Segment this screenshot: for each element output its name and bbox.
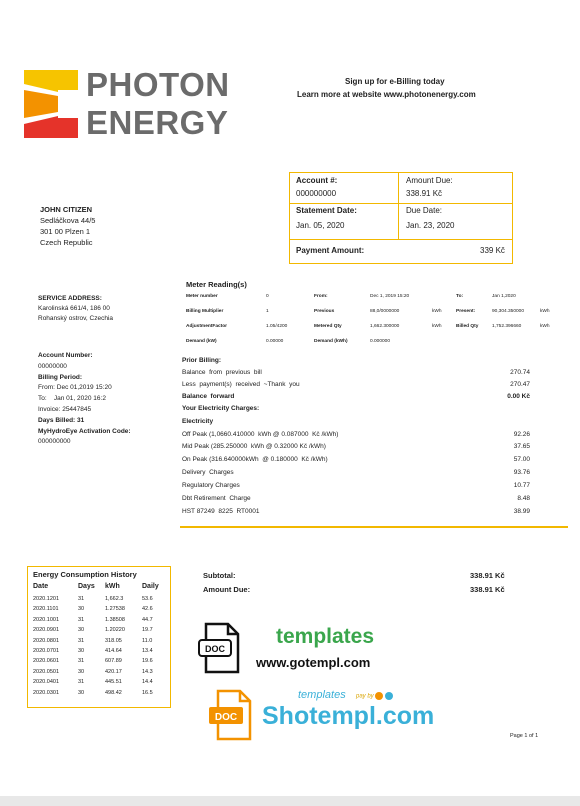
logo-wordmark-line1: PHOTON: [86, 66, 230, 103]
billing-line-label: Off Peak (1,0660.410000 kWh @ 0.087000 Kč /kWh): [182, 431, 339, 438]
subtotal-label: Subtotal:: [203, 571, 236, 580]
photon-energy-logo-icon: [24, 70, 78, 138]
customer-country: Czech Republic: [40, 238, 93, 247]
billing-period-to: To: Jan 01, 2020 16:2: [38, 395, 106, 403]
history-cell: 2020.0401: [33, 679, 59, 686]
meter-cell: Billing Multiplier: [186, 309, 224, 314]
history-cell: 11.0: [142, 637, 153, 644]
statement-date-value: Jan. 05, 2020: [296, 221, 345, 230]
billing-line-label: Dbt Retirement Charge: [182, 495, 251, 502]
account-summary-box: [289, 172, 513, 264]
total-amount-due-label: Amount Due:: [203, 585, 251, 594]
doc-file-icon-orange: [208, 689, 254, 741]
billing-line-label: Less payment(s) received ~Thank you: [182, 381, 300, 388]
meter-cell: kWh: [432, 324, 442, 329]
history-cell: 2020.0301: [33, 689, 59, 696]
customer-address: [40, 204, 95, 248]
history-cell: 31: [78, 658, 85, 665]
history-cell: 30: [78, 668, 85, 675]
meter-cell: kWh: [432, 309, 442, 314]
watermark-templates[interactable]: templates: [276, 625, 375, 648]
service-address-line1: Karolinská 661/4, 186 00: [38, 305, 110, 312]
total-amount-due-value: 338.91 Kč: [470, 585, 505, 594]
watermark-shotempl-link[interactable]: Shotempl.com: [262, 702, 435, 730]
meter-cell: From:: [314, 294, 328, 299]
meter-cell: AdjustmentFactor: [186, 324, 228, 329]
history-cell: 2020.1101: [33, 606, 59, 613]
history-cell: 607.89: [105, 658, 122, 665]
history-cell: 2020.0901: [33, 627, 59, 634]
bitcoin-icon: [375, 692, 383, 700]
billing-line-label: Balance from previous bill: [182, 369, 262, 376]
due-date-label: Due Date:: [406, 206, 443, 215]
history-cell: 1.38508: [105, 616, 125, 623]
billing-line-label: Regulatory Charges: [182, 482, 240, 489]
billing-line-value: 38.99: [513, 508, 530, 515]
consumption-history-title: Energy Consumption History: [33, 570, 137, 579]
meter-cell: 1.05/4200: [266, 324, 288, 329]
history-cell: 2020.0801: [33, 637, 59, 644]
meter-readings-title: Meter Reading(s): [186, 280, 247, 289]
meter-cell: Jan 1,2020: [492, 294, 516, 299]
billing-line-value: 270.74: [510, 369, 530, 376]
history-header-cell: Daily: [142, 583, 159, 590]
billing-line-label: Electricity: [182, 418, 214, 425]
history-cell: 2020.0601: [33, 658, 59, 665]
pay-by-text: pay by: [356, 693, 374, 700]
history-cell: 30: [78, 689, 85, 696]
history-cell: 13.4: [142, 648, 153, 654]
billing-line-label: On Peak (316.640000kWh @ 0.180000 Kč /kWh): [182, 456, 328, 463]
invoice-number: Invoice: 25447845: [38, 405, 92, 413]
watermark-gotempl-link[interactable]: www.gotempl.com: [256, 655, 371, 670]
meter-cell: Demand (kW): [186, 339, 217, 344]
billing-line-label: Your Electricity Charges:: [182, 405, 260, 412]
customer-city: 301 00 Plzen 1: [40, 227, 91, 236]
payment-amount-label: Payment Amount:: [296, 246, 365, 255]
meter-cell: Metered Qty: [314, 324, 342, 329]
history-cell: 31: [78, 596, 85, 602]
account-number-label: Account #:: [296, 176, 338, 185]
history-cell: 498.42: [105, 689, 122, 696]
service-address-label: SERVICE ADDRESS:: [38, 295, 102, 302]
history-header-cell: Days: [78, 583, 95, 590]
service-address: [38, 294, 113, 324]
service-address-line2: Rohanský ostrov, Czechia: [38, 315, 114, 322]
billing-line-label: Balance forward: [182, 393, 235, 400]
hydro-activation-label: MyHydroEye Activation Code:: [38, 427, 131, 435]
history-cell: 1.20220: [105, 627, 125, 634]
account-number-label: Account Number:: [38, 352, 93, 359]
billing-line-value: 8.48: [517, 495, 530, 502]
history-cell: 42.6: [142, 606, 153, 613]
meter-cell: 88,0/0000000: [370, 309, 400, 314]
meter-cell: 90,304.350000: [492, 309, 525, 314]
customer-name: JOHN CITIZEN: [40, 205, 93, 214]
history-cell: 53.6: [142, 596, 153, 602]
history-cell: 44.7: [142, 616, 153, 623]
history-cell: 14.3: [142, 668, 153, 675]
history-cell: 30: [78, 627, 85, 634]
history-header-cell: Date: [33, 583, 49, 590]
history-header-cell: kWh: [105, 583, 120, 590]
doc-label-orange: DOC: [214, 712, 238, 723]
history-cell: 1.27538: [105, 606, 125, 613]
meter-cell: Billed Qty: [456, 324, 479, 329]
meter-cell: kWh: [540, 309, 550, 314]
billing-period-label: Billing Period:: [38, 373, 83, 381]
meter-cell: 0: [266, 294, 269, 299]
payment-amount-value: 339 Kč: [480, 246, 505, 255]
history-cell: 420.17: [105, 668, 122, 675]
history-cell: 2020.1201: [33, 596, 59, 602]
billing-divider: [180, 526, 568, 528]
billing-line-value: 57.00: [513, 456, 530, 463]
statement-date-label: Statement Date:: [296, 206, 357, 215]
subtotal-value: 338.91 Kč: [470, 571, 505, 580]
ebilling-promo-line2: Learn more at website www.photonenergy.com: [297, 90, 476, 99]
history-cell: 31: [78, 679, 85, 686]
meter-cell: 1,662.300000: [370, 324, 400, 329]
meter-cell: 0.000000: [370, 339, 391, 344]
meter-cell: 0.00000: [266, 339, 284, 344]
history-cell: 2020.1001: [33, 616, 59, 623]
billing-line-value: 270.47: [510, 381, 530, 388]
history-cell: 318.05: [105, 637, 122, 644]
account-info: [38, 351, 131, 448]
billing-line-value: 92.26: [513, 431, 530, 438]
meter-cell: Dec 1, 2019 15:20: [370, 294, 410, 299]
history-cell: 2020.0501: [33, 668, 59, 675]
watermark-templates-script: templates: [298, 689, 346, 701]
pay-by-label: [356, 692, 393, 700]
history-cell: 16.5: [142, 689, 153, 696]
coin-icon: [385, 692, 393, 700]
history-cell: 1,662.3: [105, 596, 124, 602]
due-date-value: Jan. 23, 2020: [406, 221, 455, 230]
meter-cell: 1: [266, 309, 269, 314]
hydro-activation-value: 000000000: [38, 438, 71, 446]
history-cell: 14.4: [142, 679, 153, 686]
billing-line-label: Mid Peak (285.250000 kWh @ 0.32000 Kč /kWh): [182, 443, 326, 450]
amount-due-value: 338.91 Kč: [406, 189, 443, 198]
meter-cell: 1,752.396660: [492, 324, 522, 329]
logo-wordmark-line2: ENERGY: [86, 104, 229, 141]
billing-line-label: HST 87249 8225 RT0001: [182, 508, 260, 515]
history-cell: 19.7: [142, 627, 153, 634]
days-billed: Days Billed: 31: [38, 416, 85, 424]
billing-line-label: Prior Billing:: [182, 357, 221, 364]
billing-line-label: Delivery Charges: [182, 469, 234, 476]
history-cell: 30: [78, 648, 85, 654]
meter-cell: Meter number: [186, 294, 218, 299]
history-cell: 30: [78, 606, 85, 613]
amount-due-label: Amount Due:: [406, 176, 453, 185]
doc-file-icon: [198, 622, 244, 674]
page-number: Page 1 of 1: [510, 733, 539, 739]
billing-period-from: From: Dec 01,2019 15:20: [38, 384, 112, 392]
meter-cell: To:: [456, 294, 464, 299]
doc-label: DOC: [205, 644, 225, 654]
meter-cell: Previous: [314, 309, 335, 314]
history-cell: 414.64: [105, 648, 122, 654]
meter-cell: Demand (kWh): [314, 339, 348, 344]
billing-line-value: 93.76: [513, 469, 530, 476]
meter-cell: kWh: [540, 324, 550, 329]
account-number-value: 00000000: [38, 362, 67, 370]
billing-line-value: 0.00 Kč: [507, 393, 530, 400]
history-cell: 445.51: [105, 679, 122, 686]
history-cell: 31: [78, 637, 85, 644]
history-cell: 2020.0701: [33, 648, 59, 654]
footer-bar: [0, 796, 580, 806]
customer-street: Sedláčkova 44/5: [40, 216, 96, 225]
history-cell: 31: [78, 616, 85, 623]
billing-line-value: 10.77: [513, 482, 530, 489]
billing-line-value: 37.65: [513, 443, 530, 450]
ebilling-promo-line1: Sign up for e-Billing today: [345, 77, 445, 86]
meter-cell: Present:: [456, 309, 476, 314]
history-cell: 19.6: [142, 658, 153, 665]
account-number-value: 000000000: [296, 189, 337, 198]
